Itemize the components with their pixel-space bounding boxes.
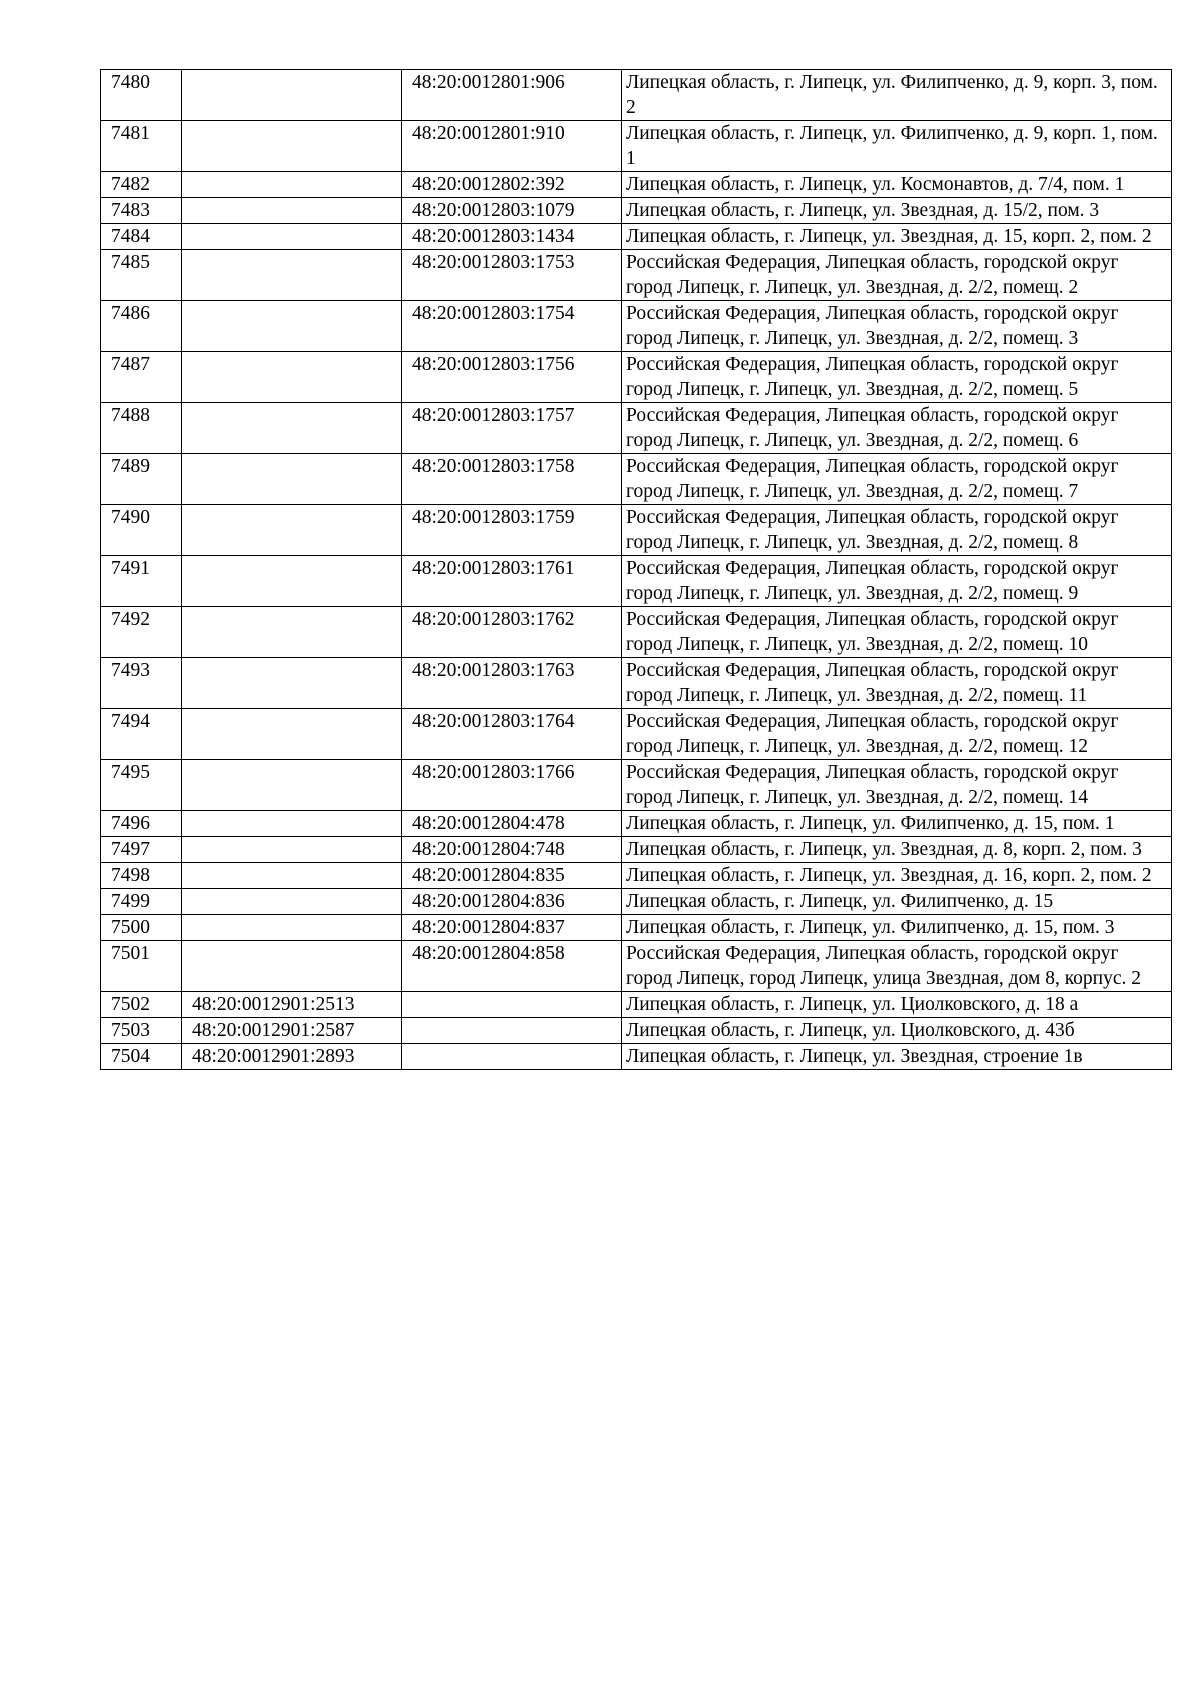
cadastral-number-cell [182,70,402,121]
cadastral-number-cell [182,121,402,172]
address-cell: Липецкая область, г. Липецк, ул. Звездная, д. 16, корп. 2, пом. 2 [622,863,1172,889]
row-number-cell: 7493 [101,658,182,709]
row-number-cell: 7480 [101,70,182,121]
premises-cadastral-number-cell: 48:20:0012804:748 [402,837,622,863]
cadastral-number-cell [182,250,402,301]
table-row [101,992,1172,1018]
property-table-body [101,70,1172,1070]
address-cell: Российская Федерация, Липецкая область, городской округ город Липецк, г. Липецк, ул. Звездная, д. 2/2, помещ. 6 [622,403,1172,454]
row-number-cell: 7496 [101,811,182,837]
cadastral-number-cell [182,837,402,863]
table-row [101,250,1172,301]
address-cell: Липецкая область, г. Липецк, ул. Космонавтов, д. 7/4, пом. 1 [622,172,1172,198]
row-number-cell: 7503 [101,1018,182,1044]
cadastral-number-cell [182,760,402,811]
table-row [101,352,1172,403]
row-number-cell: 7495 [101,760,182,811]
row-number-cell: 7492 [101,607,182,658]
address-cell: Липецкая область, г. Липецк, ул. Циолковского, д. 43б [622,1018,1172,1044]
premises-cadastral-number-cell: 48:20:0012803:1757 [402,403,622,454]
cadastral-number-cell: 48:20:0012901:2513 [182,992,402,1018]
premises-cadastral-number-cell: 48:20:0012803:1756 [402,352,622,403]
premises-cadastral-number-cell [402,1018,622,1044]
table-row [101,1018,1172,1044]
row-number-cell: 7486 [101,301,182,352]
table-row [101,760,1172,811]
cadastral-number-cell [182,454,402,505]
row-number-cell: 7501 [101,941,182,992]
premises-cadastral-number-cell: 48:20:0012801:906 [402,70,622,121]
table-row [101,70,1172,121]
table-row [101,224,1172,250]
table-row [101,556,1172,607]
row-number-cell: 7504 [101,1044,182,1070]
premises-cadastral-number-cell: 48:20:0012803:1762 [402,607,622,658]
premises-cadastral-number-cell: 48:20:0012803:1766 [402,760,622,811]
row-number-cell: 7488 [101,403,182,454]
premises-cadastral-number-cell: 48:20:0012803:1434 [402,224,622,250]
row-number-cell: 7490 [101,505,182,556]
row-number-cell: 7499 [101,889,182,915]
premises-cadastral-number-cell: 48:20:0012803:1753 [402,250,622,301]
row-number-cell: 7484 [101,224,182,250]
table-row [101,811,1172,837]
address-cell: Российская Федерация, Липецкая область, городской округ город Липецк, г. Липецк, ул. Звездная, д. 2/2, помещ. 5 [622,352,1172,403]
premises-cadastral-number-cell [402,992,622,1018]
table-row [101,915,1172,941]
table-row [101,837,1172,863]
table-row [101,1044,1172,1070]
table-row [101,863,1172,889]
address-cell: Российская Федерация, Липецкая область, городской округ город Липецк, г. Липецк, ул. Звездная, д. 2/2, помещ. 12 [622,709,1172,760]
table-row [101,172,1172,198]
address-cell: Липецкая область, г. Липецк, ул. Филипченко, д. 9, корп. 3, пом. 2 [622,70,1172,121]
row-number-cell: 7487 [101,352,182,403]
premises-cadastral-number-cell: 48:20:0012804:478 [402,811,622,837]
cadastral-number-cell [182,915,402,941]
premises-cadastral-number-cell: 48:20:0012803:1758 [402,454,622,505]
row-number-cell: 7483 [101,198,182,224]
premises-cadastral-number-cell: 48:20:0012804:837 [402,915,622,941]
address-cell: Российская Федерация, Липецкая область, городской округ город Липецк, г. Липецк, ул. Звездная, д. 2/2, помещ. 10 [622,607,1172,658]
address-cell: Российская Федерация, Липецкая область, городской округ город Липецк, город Липецк, улица Звездная, дом 8, корпус. 2 [622,941,1172,992]
row-number-cell: 7497 [101,837,182,863]
table-row [101,658,1172,709]
table-row [101,607,1172,658]
table-row [101,301,1172,352]
address-cell: Липецкая область, г. Липецк, ул. Звездная, д. 15, корп. 2, пом. 2 [622,224,1172,250]
table-row [101,454,1172,505]
premises-cadastral-number-cell [402,1044,622,1070]
address-cell: Российская Федерация, Липецкая область, городской округ город Липецк, г. Липецк, ул. Звездная, д. 2/2, помещ. 8 [622,505,1172,556]
address-cell: Российская Федерация, Липецкая область, городской округ город Липецк, г. Липецк, ул. Звездная, д. 2/2, помещ. 3 [622,301,1172,352]
premises-cadastral-number-cell: 48:20:0012804:836 [402,889,622,915]
cadastral-number-cell [182,889,402,915]
premises-cadastral-number-cell: 48:20:0012803:1759 [402,505,622,556]
cadastral-number-cell: 48:20:0012901:2587 [182,1018,402,1044]
address-cell: Российская Федерация, Липецкая область, городской округ город Липецк, г. Липецк, ул. Звездная, д. 2/2, помещ. 2 [622,250,1172,301]
address-cell: Российская Федерация, Липецкая область, городской округ город Липецк, г. Липецк, ул. Звездная, д. 2/2, помещ. 14 [622,760,1172,811]
cadastral-number-cell [182,301,402,352]
premises-cadastral-number-cell: 48:20:0012804:835 [402,863,622,889]
row-number-cell: 7498 [101,863,182,889]
address-cell: Липецкая область, г. Липецк, ул. Звездная, д. 15/2, пом. 3 [622,198,1172,224]
premises-cadastral-number-cell: 48:20:0012803:1079 [402,198,622,224]
cadastral-number-cell [182,863,402,889]
row-number-cell: 7494 [101,709,182,760]
row-number-cell: 7491 [101,556,182,607]
table-row [101,889,1172,915]
premises-cadastral-number-cell: 48:20:0012804:858 [402,941,622,992]
row-number-cell: 7500 [101,915,182,941]
address-cell: Российская Федерация, Липецкая область, городской округ город Липецк, г. Липецк, ул. Звездная, д. 2/2, помещ. 11 [622,658,1172,709]
cadastral-number-cell [182,224,402,250]
cadastral-number-cell [182,172,402,198]
cadastral-number-cell [182,941,402,992]
row-number-cell: 7482 [101,172,182,198]
row-number-cell: 7489 [101,454,182,505]
cadastral-number-cell [182,658,402,709]
cadastral-number-cell [182,811,402,837]
table-row [101,198,1172,224]
cadastral-number-cell: 48:20:0012901:2893 [182,1044,402,1070]
address-cell: Липецкая область, г. Липецк, ул. Филипченко, д. 15, пом. 3 [622,915,1172,941]
cadastral-number-cell [182,607,402,658]
address-cell: Липецкая область, г. Липецк, ул. Циолковского, д. 18 а [622,992,1172,1018]
row-number-cell: 7481 [101,121,182,172]
cadastral-number-cell [182,709,402,760]
cadastral-number-cell [182,505,402,556]
address-cell: Липецкая область, г. Липецк, ул. Филипченко, д. 9, корп. 1, пом. 1 [622,121,1172,172]
premises-cadastral-number-cell: 48:20:0012802:392 [402,172,622,198]
address-cell: Липецкая область, г. Липецк, ул. Филипченко, д. 15 [622,889,1172,915]
cadastral-number-cell [182,403,402,454]
table-row [101,505,1172,556]
property-table [100,69,1172,1070]
premises-cadastral-number-cell: 48:20:0012803:1761 [402,556,622,607]
address-cell: Российская Федерация, Липецкая область, городской округ город Липецк, г. Липецк, ул. Звездная, д. 2/2, помещ. 9 [622,556,1172,607]
premises-cadastral-number-cell: 48:20:0012803:1764 [402,709,622,760]
address-cell: Липецкая область, г. Липецк, ул. Филипченко, д. 15, пом. 1 [622,811,1172,837]
premises-cadastral-number-cell: 48:20:0012803:1763 [402,658,622,709]
table-row [101,941,1172,992]
address-cell: Липецкая область, г. Липецк, ул. Звездная, строение 1в [622,1044,1172,1070]
premises-cadastral-number-cell: 48:20:0012801:910 [402,121,622,172]
table-row [101,121,1172,172]
row-number-cell: 7485 [101,250,182,301]
row-number-cell: 7502 [101,992,182,1018]
table-row [101,709,1172,760]
cadastral-number-cell [182,556,402,607]
cadastral-number-cell [182,352,402,403]
address-cell: Российская Федерация, Липецкая область, городской округ город Липецк, г. Липецк, ул. Звездная, д. 2/2, помещ. 7 [622,454,1172,505]
premises-cadastral-number-cell: 48:20:0012803:1754 [402,301,622,352]
cadastral-number-cell [182,198,402,224]
address-cell: Липецкая область, г. Липецк, ул. Звездная, д. 8, корп. 2, пом. 3 [622,837,1172,863]
table-row [101,403,1172,454]
